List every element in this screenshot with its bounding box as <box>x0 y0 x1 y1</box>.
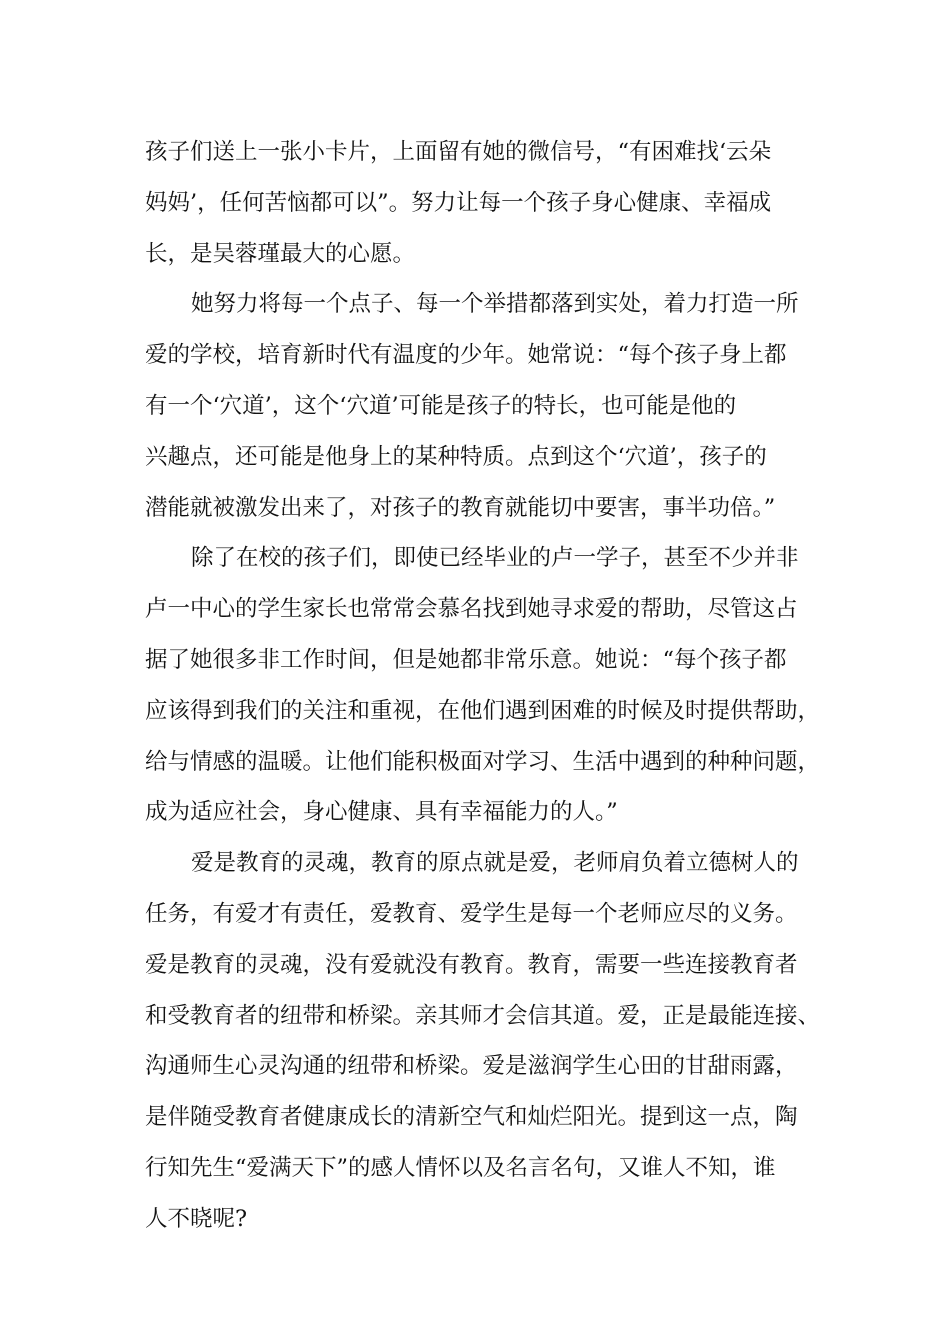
text-line: 妈妈’，任何苦恼都可以”。努力让每一个孩子身心健康、幸福成 <box>145 189 772 216</box>
text-line: 长，是吴蓉瑾最大的心愿。 <box>145 240 416 267</box>
text-line: 孩子们送上一张小卡片，上面留有她的微信号，“有困难找‘云朵 <box>145 139 772 165</box>
text-line: 人不晓呢? <box>145 1205 248 1232</box>
text-line: 成为适应社会，身心健康、具有幸福能力的人。” <box>145 799 618 826</box>
text-line: 潜能就被激发出来了，对孩子的教育就能切中要害，事半功倍。” <box>145 494 776 521</box>
text-line: 是伴随受教育者健康成长的清新空气和灿烂阳光。提到这一点，陶 <box>145 1104 798 1131</box>
text-line: 卢一中心的学生家长也常常会慕名找到她寻求爱的帮助，尽管这占 <box>145 596 798 623</box>
text-line: 据了她很多非工作时间，但是她都非常乐意。她说：“每个孩子都 <box>145 646 787 673</box>
text-line: 应该得到我们的关注和重视，在他们遇到困难的时候及时提供帮助， <box>145 697 821 724</box>
text-line: 任务，有爱才有责任，爱教育、爱学生是每一个老师应尽的义务。 <box>145 900 798 927</box>
text-line: 给与情感的温暖。让他们能积极面对学习、生活中遇到的种种问题， <box>145 748 821 775</box>
text-line: 和受教育者的纽带和桥梁。亲其师才会信其道。爱，正是最能连接、 <box>145 1002 821 1029</box>
text-line: 沟通师生心灵沟通的纽带和桥梁。爱是滋润学生心田的甘甜雨露， <box>145 1053 798 1080</box>
body-text <box>145 127 825 1245</box>
paragraph-start-line: 她努力将每一个点子、每一个举措都落到实处，着力打造一所 <box>191 291 799 318</box>
text-line: 兴趣点，还可能是他身上的某种特质。点到这个‘穴道’，孩子的 <box>145 443 767 470</box>
text-line: 爱是教育的灵魂，没有爱就没有教育。教育，需要一些连接教育者 <box>145 951 798 978</box>
paragraph-start-line: 爱是教育的灵魂，教育的原点就是爱，老师肩负着立德树人的 <box>191 850 799 877</box>
text-line: 行知先生“爱满天下”的感人情怀以及名言名句，又谁人不知，谁 <box>145 1154 776 1181</box>
text-line: 爱的学校，培育新时代有温度的少年。她常说：“每个孩子身上都 <box>145 342 787 369</box>
paragraph-start-line: 除了在校的孩子们，即使已经毕业的卢一学子，甚至不少并非 <box>191 545 799 572</box>
text-line: 有一个‘穴道’，这个‘穴道’可能是孩子的特长，也可能是他的 <box>145 392 737 419</box>
